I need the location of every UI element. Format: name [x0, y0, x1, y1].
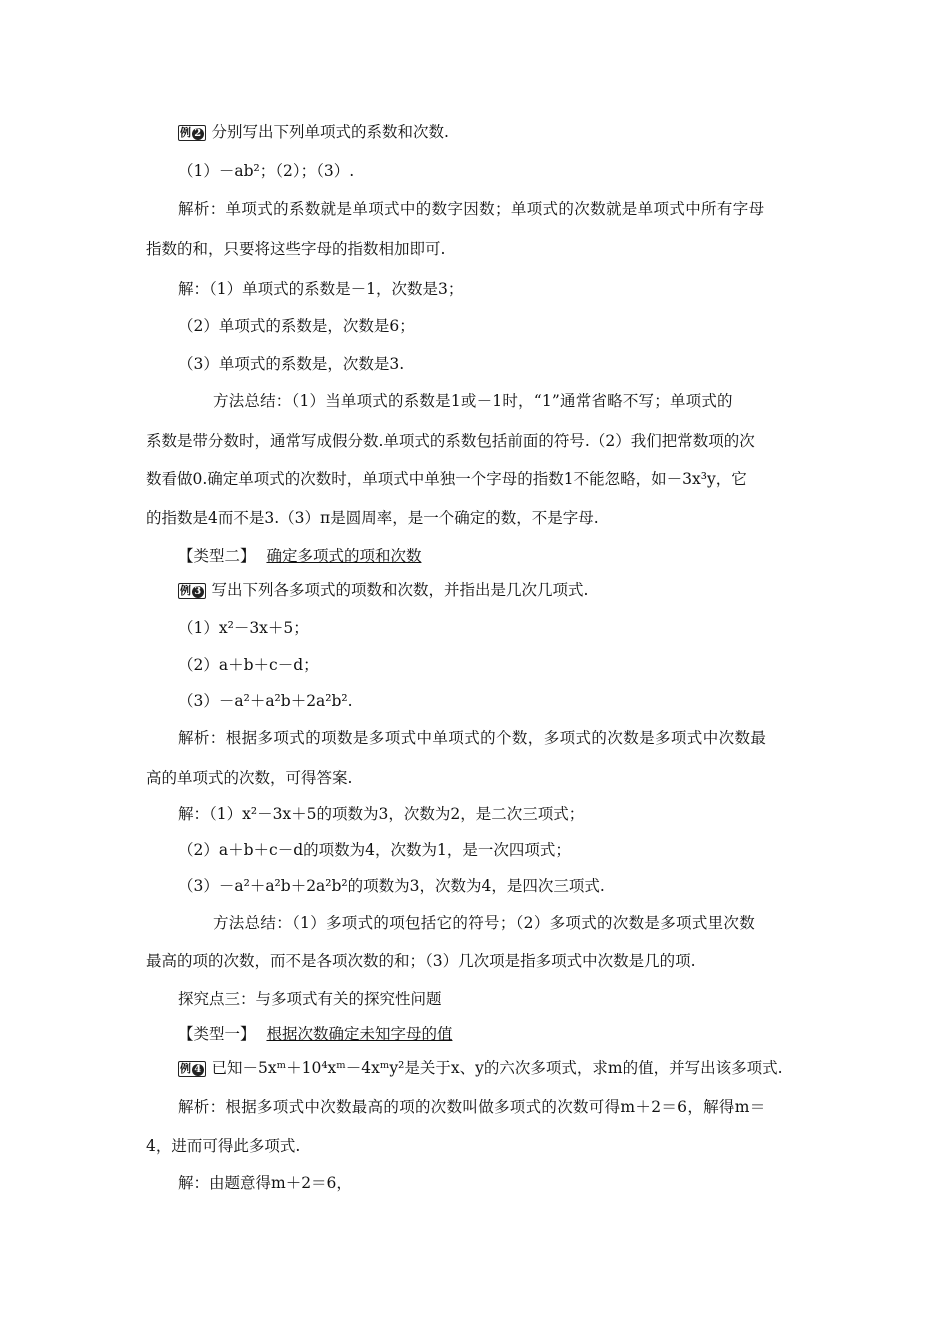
- example-4-heading: [178, 1058, 783, 1078]
- text-line: 最高的项的次数，而不是各项次数的和；（3）几次项是指多项式中次数是几的项.: [146, 952, 696, 970]
- type-one-heading: [178, 1024, 452, 1044]
- example-3-heading: [178, 580, 588, 600]
- text-line: 方法总结：（1）多项式的项包括它的符号；（2）多项式的次数是多项式里次数: [213, 914, 756, 932]
- example-2-heading: [178, 122, 449, 142]
- text-line: 方法总结：（1）当单项式的系数是1或－1时，“1”通常省略不写；单项式的: [213, 392, 733, 410]
- text-line: （2）单项式的系数是，次数是6；: [178, 317, 415, 335]
- section-heading: 探究点三：与多项式有关的探究性问题: [178, 990, 442, 1008]
- text-line: 写出下列各多项式的项数和次数，并指出是几次几项式.: [211, 581, 589, 599]
- text-line: （3）单项式的系数是，次数是3.: [178, 355, 405, 373]
- text-line: 分别写出下列单项式的系数和次数.: [211, 123, 449, 141]
- text-line: 系数是带分数时，通常写成假分数.单项式的系数包括前面的符号.（2）我们把常数项的次: [146, 432, 755, 450]
- text-line: （3）－a²＋a²b＋2a²b².: [178, 692, 353, 710]
- text-line: 数看做0.确定单项式的次数时，单项式中单独一个字母的指数1不能忽略，如－3x³y，它: [146, 470, 747, 488]
- type-title: 确定多项式的项和次数: [266, 547, 422, 565]
- text-line: 4，进而可得此多项式.: [146, 1137, 301, 1155]
- text-line: 解：由题意得m＋2＝6，: [178, 1174, 352, 1192]
- text-line: 解析：单项式的系数就是单项式中的数字因数；单项式的次数就是单项式中所有字母: [178, 200, 765, 218]
- text-line: （3）－a²＋a²b＋2a²b²的项数为3，次数为4，是四次三项式.: [178, 877, 605, 895]
- type-two-heading: [178, 546, 421, 566]
- type-title: 根据次数确定未知字母的值: [266, 1025, 453, 1043]
- example-badge: 例 2: [178, 125, 206, 141]
- text-line: 高的单项式的次数，可得答案.: [146, 769, 353, 787]
- text-line: （1）x²－3x＋5；: [178, 619, 309, 637]
- text-line: （2）a＋b＋c－d；: [178, 656, 319, 674]
- type-label: 【类型一】: [178, 1025, 256, 1043]
- text-line: 已知－5xᵐ＋10⁴xᵐ－4xᵐy²是关于x、y的六次多项式，求m的值，并写出该多项式.: [211, 1059, 783, 1077]
- example-badge: 例 3: [178, 583, 206, 599]
- type-label: 【类型二】: [178, 547, 256, 565]
- text-line: 解：（1）x²－3x＋5的项数为3，次数为2，是二次三项式；: [178, 805, 585, 823]
- text-line: 指数的和，只要将这些字母的指数相加即可.: [146, 240, 446, 258]
- text-line: 解析：根据多项式的项数是多项式中单项式的个数，多项式的次数是多项式中次数最: [178, 729, 767, 747]
- text-line: 的指数是4而不是3.（3）π是圆周率，是一个确定的数，不是字母.: [146, 509, 599, 527]
- text-line: 解析：根据多项式中次数最高的项的次数叫做多项式的次数可得m＋2＝6，解得m＝: [178, 1098, 766, 1116]
- example-badge: 例 4: [178, 1061, 206, 1077]
- text-line: （2）a＋b＋c－d的项数为4，次数为1，是一次四项式；: [178, 841, 571, 859]
- text-line: 解：（1）单项式的系数是－1，次数是3；: [178, 280, 464, 298]
- text-line: （1）－ab²；（2）；（3）.: [178, 162, 355, 180]
